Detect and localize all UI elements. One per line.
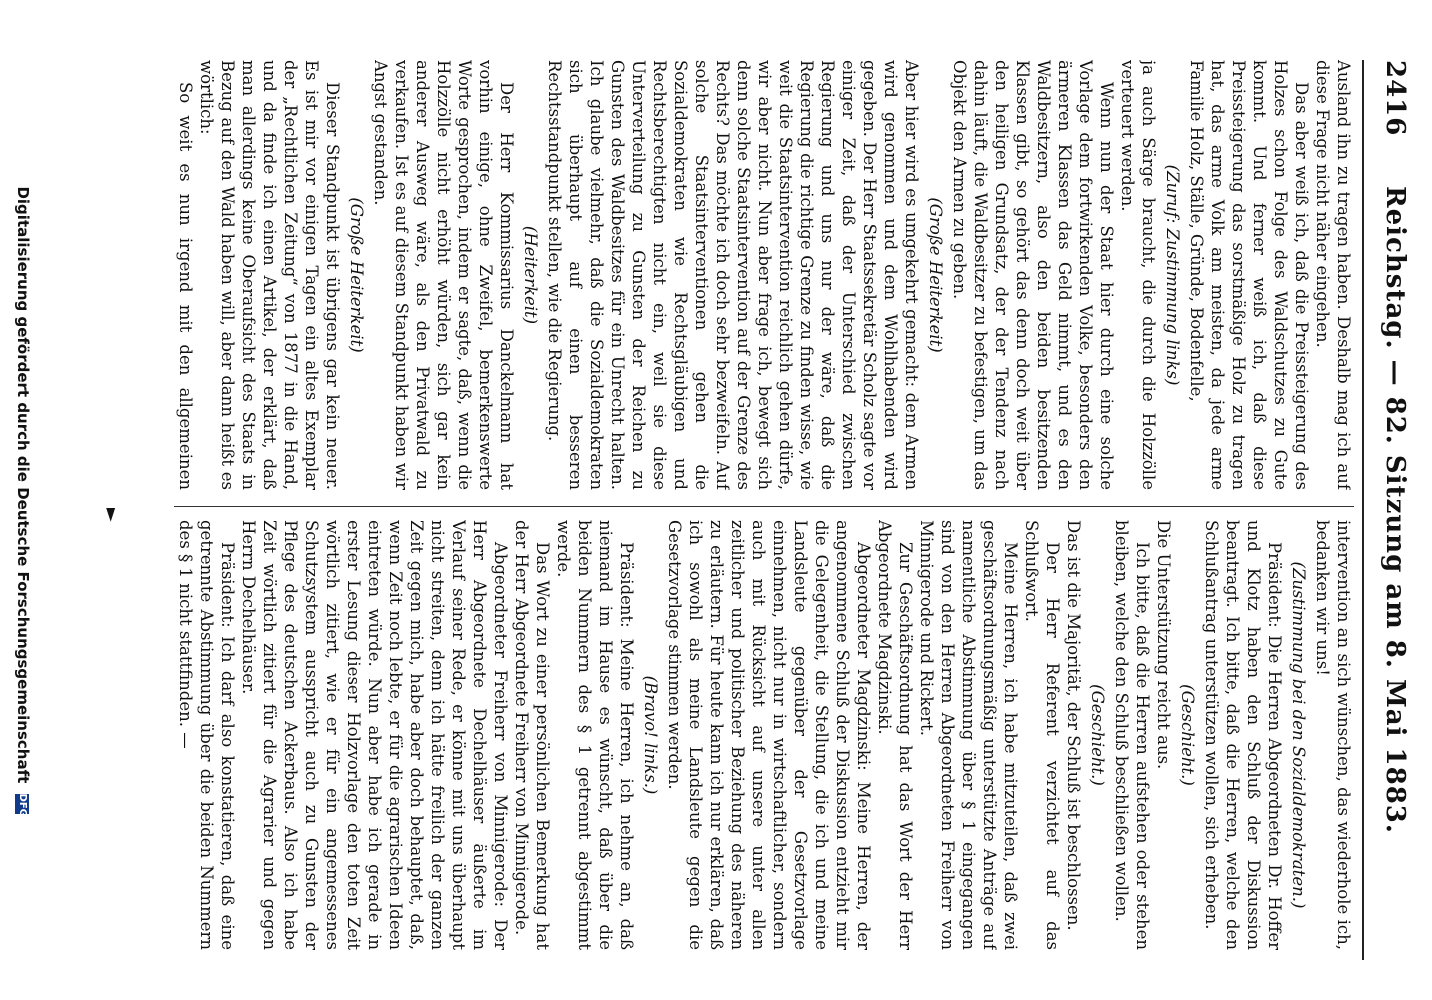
- paragraph: intervention an sich wünschen, das wiederhole ich, bedanken wir uns!: [1313, 520, 1353, 950]
- page-header: [1370, 60, 1410, 960]
- footer-text: Digitalisierung gefördert durch die Deutsche Forschungsgemeinschaft: [14, 186, 32, 784]
- paragraph: Zur Geschäftsordnung hat das Wort der Herr Abgeordnete Magdzinski.: [875, 520, 915, 950]
- paragraph: ja auch Särge braucht, die durch die Holzzölle verteuert werden.: [1118, 60, 1158, 490]
- interjection: (Geschieht.): [1178, 684, 1197, 786]
- paragraph: Dieser Standpunkt ist übrigens gar kein neuer. Es ist mir vor einigen Tagen ein altes Exemplar der „Rechtlichen Zeitung“ von 1877 in die Hand, und da finde ich einen Artikel, der erklärt, daß man allerdings keine Oberaufsicht des Staats in Bezug auf den Wald haben will, aber dann heißt es wörtlich:: [197, 60, 342, 490]
- paragraph: Wenn nun der Staat hier durch eine solche Vorlage dem fortwirkenden Volke, besonders den ärmeren Klassen das Geld nimmt, und es den Waldbesitzern, also den beiden besitzenden Klassen gibt, so gehört das denn doch weit über den heiligen Grundsatz, der der Tendenz nach dahin läuft, die Waldbesitzer zu befestigen, um das Objekt den Armen zu geben.: [950, 60, 1116, 490]
- dfg-logo-icon: DFG: [17, 793, 29, 817]
- paragraph: Der Herr Kommissarius Danckelmann hat vorhin einige, ohne Zweifel, bemerkenswerte Worte gesprochen, indem er sagte, daß, wenn die Holzzölle nicht erhöht würden, sich gar kein anderer Ausweg wäre, als den Privatwald zu verkaufen. Ist es auf diesem Standpunkt haben wir Angst gestanden.: [371, 60, 516, 490]
- right-column: [174, 520, 1354, 950]
- paragraph: [174, 520, 175, 950]
- paragraph: Präsident: Die Herren Abgeordneten Dr. Hoffer und Klotz haben den Schluß der Diskussion beantragt. Ich bitte, daß die Herren, welche den Schlußantrag unterstützen wollen, sich erheben.: [1202, 520, 1284, 950]
- paragraph: Meine Herren, ich habe mitzuteilen, daß zwei geschäftsordnungsmäßig unterstützte Anträge auf namentliche Abstimmung über § 1 eingegangen sind von den Herren Abgeordneten Freiherr von Minnigerode und Rickert.: [917, 520, 1020, 950]
- paragraph: Das ist die Majorität, der Schluß ist beschlossen.: [1064, 520, 1083, 931]
- paragraph: Die Unterstützung reicht aus.: [1154, 520, 1173, 770]
- header-title: Reichstag. — 82. Sitzung am 8. Mai 1883.: [1380, 186, 1410, 834]
- paragraph: Der Herr Referent verzichtet auf das Schlußwort.: [1022, 520, 1062, 950]
- paragraph: Aber hier wird es umgekehrt gemacht: dem Armen wird genommen und dem Wohlhabenden wird gegeben. Der Herr Staatssekretär Scholz sagte vor einiger Zeit, daß der Unterschied zwischen Regierung und uns nur der wäre, daß die Regierung die richtige Grenze zu finden wisse, wie weit die Staatsintervention reichlich gehen dürfe, wir aber nicht. Nun aber frage ich, bewegt sich denn solche Staatsintervention auf der Grenze des Rechts? Das möchte ich doch sehr bezweifeln. Auf solche Staatsinterventionen gehen die Sozialdemokraten wie Rechtsgläubigen und Rechtsberechtigten nicht ein, weil sie diese Unterverteilung zu Gunsten der Reichen zu Gunsten des Waldbesitzes für ein Unrecht halten. Ich glaube vielmehr, daß die Sozialdemokraten sich überhaupt auf einen besseren Rechtsstandpunkt stellen, wie die Regierung.: [545, 60, 921, 490]
- paragraph: Abgeordneter Magdzinski: Meine Herren, der angenommene Schluß der Diskussion entzieht mir die Gelegenheit, die Stellung, die ich und meine Landsleute gegenüber der Gesetzvorlage einnehmen, nicht nur in wirtschaftlicher, sondern auch mit Rücksicht auf unsere unter allen zeitlicher und politischer Beziehung des näheren zu erläutern. Für heute kann ich nur erklären, daß ich sowohl als meine Landsleute gegen die Gesetzvorlage stimmen werden.: [665, 520, 873, 950]
- interjection: (Zustimmung bei den Sozialdemokraten.): [1289, 561, 1308, 909]
- paragraph: Präsident: Meine Herren, ich nehme an, daß niemand im Hause es wünscht, daß über die beiden Nummern des § 1 getrennt abgestimmt werde.: [554, 520, 636, 950]
- paragraph: Ausland ihn zu tragen haben. Deshalb mag ich auf diese Frage nicht näher eingehen.: [1313, 60, 1353, 490]
- column-separator: [174, 506, 1354, 507]
- interjection: (Bravo! links.): [641, 675, 660, 795]
- page-number: 2416: [1380, 60, 1410, 137]
- interjection: (Zuruf: Zustimmung links): [1163, 164, 1182, 386]
- footer: [14, 0, 32, 1000]
- paragraph: So weit es nun irgend mit den allgemeinen: [176, 82, 195, 490]
- paragraph: Abgeordneter Freiherr von Minnigerode: Der Herr Abgeordnete Dechelhäuser äußerte im Verlauf seiner Rede, er könne mit uns überhaupt nicht streiten, denn ich hätte freilich der ganzen Zeit gegen mich, habe aber doch behauptet, daß, wenn Zeit noch lebte, er für die agrarischen Ideen eintreten würde. Nun aber habe ich gerade in erster Lesung dieser Holzvorlage den toten Zeit wörtlich zitiert, wie er für ein angemessenes Schutzsystem ausspricht auch zu Gunsten der Pflege des deutschen Ackerbaus. Also ich habe Zeit wörtlich zitiert für die Agrarier und gegen Herrn Dechelhäuser.: [239, 520, 510, 950]
- left-column: [174, 60, 1354, 490]
- interjection: (Große Heiterkeit): [926, 197, 945, 353]
- paragraph: Präsident: Ich darf also konstatieren, daß eine getrennte Abstimmung über die beiden Nummern des § 1 nicht stattfinden. —: [176, 520, 237, 950]
- paragraph: Das Wort zu einer persönlichen Bemerkung hat der Herr Abgeordnete Freiherr von Minnigerode.: [512, 520, 552, 950]
- header-rule: [1362, 60, 1364, 960]
- paragraph: Das aber weiß ich, daß die Preissteigerung des Holzes schon Folge des Waldschutzes zu Gute kommt. Und ferner weiß ich, daß diese Preissteigerung das sorstmäßige Holz zu tragen hat, das arme Volk am meisten, da jede arme Familie Holz, Ställe, Gründe, Bodenfelle,: [1187, 60, 1311, 490]
- interjection: (Große Heiterkeit): [347, 197, 366, 353]
- interjection: (Geschieht.): [1088, 684, 1107, 786]
- interjection: (Heiterkeit): [521, 225, 540, 325]
- paragraph: Ich bitte, daß die Herren aufstehen oder stehen bleiben, welche den Schluß beschließen wollen.: [1112, 520, 1152, 950]
- margin-arrow-icon: ►: [101, 508, 122, 522]
